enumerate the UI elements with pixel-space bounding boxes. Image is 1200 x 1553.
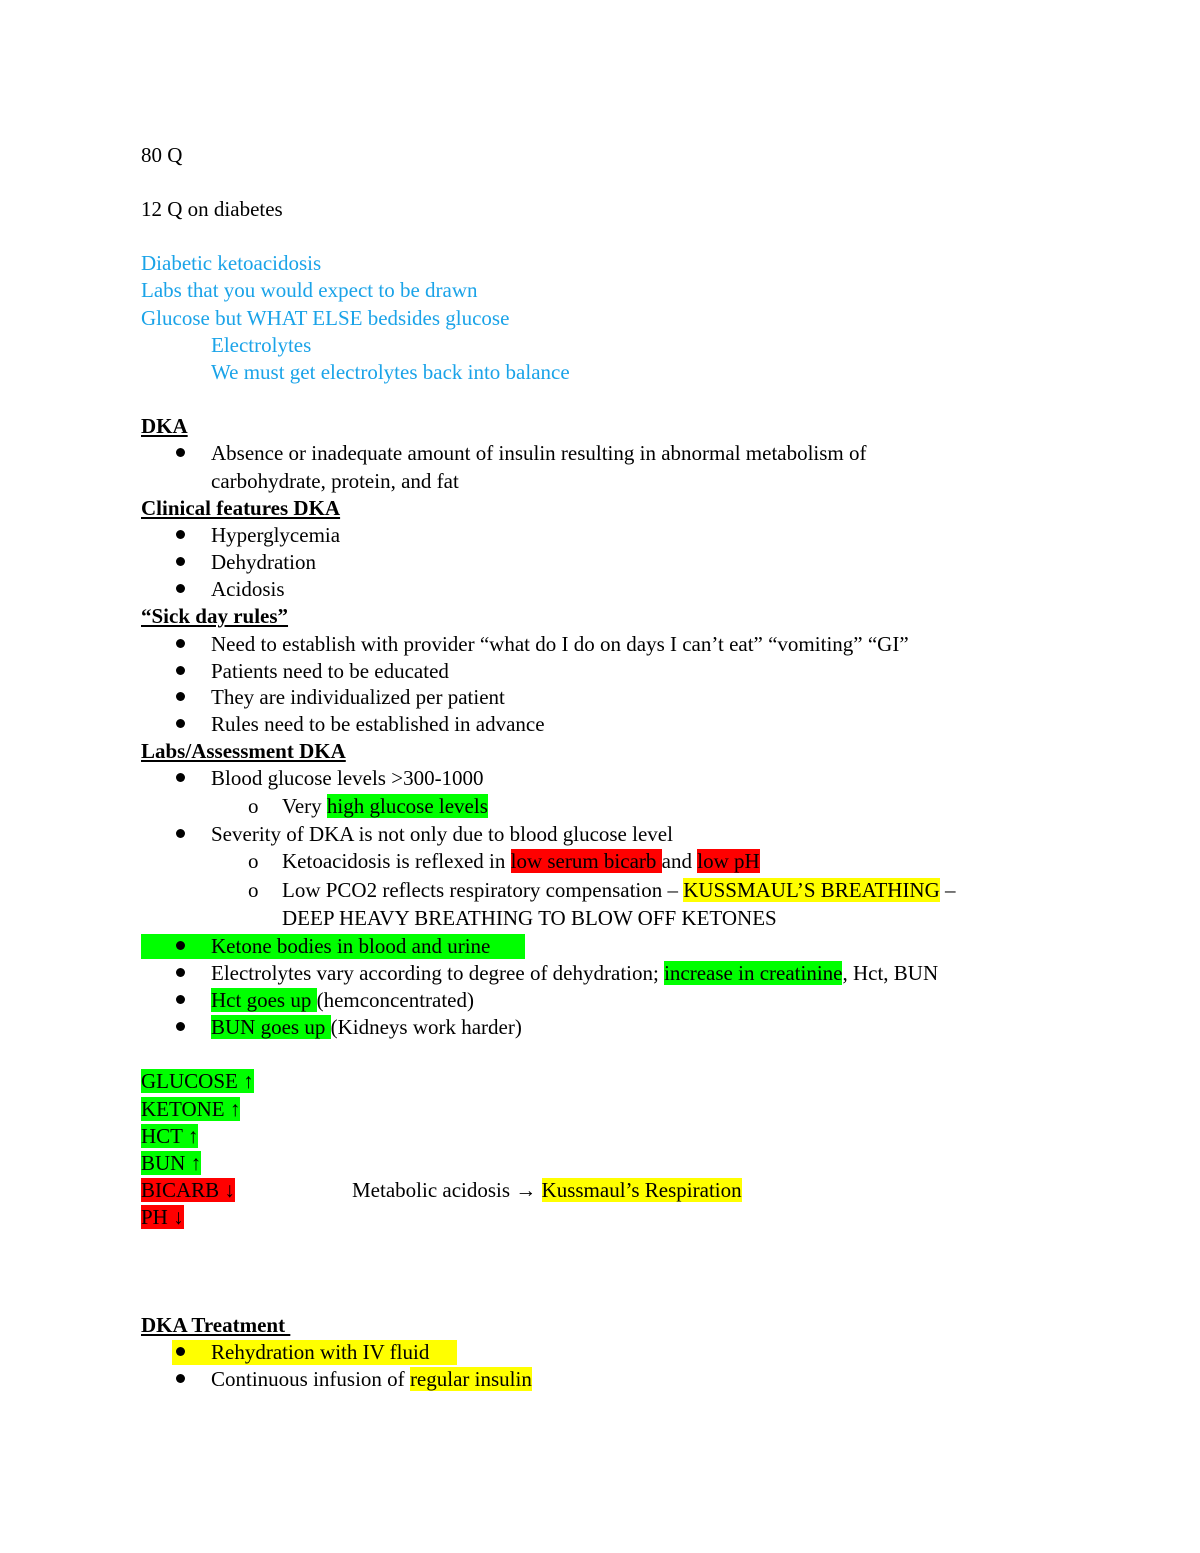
sick-item: Patients need to be educated [211,659,449,683]
labs-heading: Labs/Assessment DKA [141,739,346,763]
circle-bullet-icon: o [248,794,259,818]
labs-sub-item [282,878,956,903]
circle-bullet-icon: o [248,849,259,873]
bullet-icon [176,1347,185,1356]
dka-heading: DKA [141,414,188,438]
labs-sub-text: and [661,849,698,873]
clinical-item: Hyperglycemia [211,523,341,547]
highlight-green: GLUCOSE ↑ [141,1069,254,1093]
labs-sub-text: – [939,878,956,902]
intro-line-3: Glucose but WHAT ELSE bedsides glucose [141,306,510,330]
bullet-icon [176,773,185,782]
bullet-icon [176,719,185,728]
highlight-green: high glucose levels [326,794,488,818]
highlight-green: increase in creatinine [664,961,843,985]
labs-item-6 [211,1015,522,1040]
clinical-heading: Clinical features DKA [141,496,341,520]
bullet-icon [176,530,185,539]
labs-text: (hemconcentrated) [316,988,474,1012]
treatment-text: Continuous infusion of [211,1367,410,1391]
highlight-yellow: KUSSMAUL’S BREATHING [683,878,940,902]
bullet-icon [176,829,185,838]
labs-sub-text: Very [282,794,327,818]
highlight-red: PH ↓ [141,1205,184,1229]
summary-ketone [141,1097,240,1122]
acidosis-text: Metabolic acidosis [352,1178,516,1202]
labs-item-2: Severity of DKA is not only due to blood glucose level [211,822,673,846]
highlight-red: low pH [697,849,760,873]
bullet-icon [176,1022,185,1031]
intro-line-5: We must get electrolytes back into balance [211,360,570,384]
highlight-red: low serum bicarb [510,849,662,873]
labs-sub-item [282,849,760,874]
header-line-1: 80 Q [141,143,183,167]
bullet-icon [176,968,185,977]
labs-sub-item [282,794,488,819]
sick-heading: “Sick day rules” [141,604,289,628]
bullet-icon [176,941,185,950]
dka-bullet-line-1: Absence or inadequate amount of insulin resulting in abnormal metabolism of [211,441,867,465]
bullet-icon [176,666,185,675]
labs-sub-text: Ketoacidosis is reflexed in [282,849,511,873]
bullet-icon [176,448,185,457]
sick-item: They are individualized per patient [211,685,505,709]
treatment-item-1: Rehydration with IV fluid [211,1340,430,1364]
header-line-2: 12 Q on diabetes [141,197,283,221]
highlight-red: BICARB ↓ [141,1178,235,1202]
bullet-icon [176,557,185,566]
bullet-icon [176,639,185,648]
labs-item-3: Ketone bodies in blood and urine [211,934,491,958]
bullet-icon [176,584,185,593]
right-arrow-icon: → [515,1178,537,1202]
labs-text: (Kidneys work harder) [330,1015,522,1039]
labs-sub-item-cont: DEEP HEAVY BREATHING TO BLOW OFF KETONES [282,906,777,930]
circle-bullet-icon: o [248,878,259,902]
summary-hct [141,1124,198,1149]
summary-bicarb [141,1178,235,1203]
highlight-green: HCT ↑ [141,1124,199,1148]
summary-glucose [141,1069,254,1094]
intro-line-4: Electrolytes [211,333,312,357]
clinical-item: Dehydration [211,550,316,574]
dka-bullet-line-2: carbohydrate, protein, and fat [211,469,459,493]
highlight-green: BUN ↑ [141,1151,202,1175]
intro-line-1: Diabetic ketoacidosis [141,251,322,275]
highlight-green: Hct goes up [211,988,317,1012]
sick-item: Need to establish with provider “what do I do on days I can’t eat” “vomiting” “GI” [211,632,909,656]
highlight-yellow: regular insulin [409,1367,532,1391]
highlight-yellow: Kussmaul’s Respiration [541,1178,742,1202]
labs-text: Electrolytes vary according to degree of dehydration; [211,961,665,985]
highlight-green: KETONE ↑ [141,1097,241,1121]
summary-ph [141,1205,184,1230]
clinical-item: Acidosis [211,577,285,601]
labs-text: , Hct, BUN [842,961,939,985]
labs-item-4 [211,961,938,986]
bullet-icon [176,692,185,701]
bullet-icon [176,1374,185,1383]
labs-item-1: Blood glucose levels >300-1000 [211,766,484,790]
summary-bun [141,1151,201,1176]
intro-line-2: Labs that you would expect to be drawn [141,278,478,302]
treatment-heading: DKA Treatment [141,1313,291,1337]
sick-item: Rules need to be established in advance [211,712,545,736]
bullet-icon [176,995,185,1004]
treatment-item-2 [211,1367,532,1392]
highlight-green: BUN goes up [211,1015,331,1039]
labs-sub-text: Low PCO2 reflects respiratory compensation – [282,878,684,902]
labs-item-5 [211,988,474,1013]
metabolic-acidosis-line [352,1178,742,1203]
